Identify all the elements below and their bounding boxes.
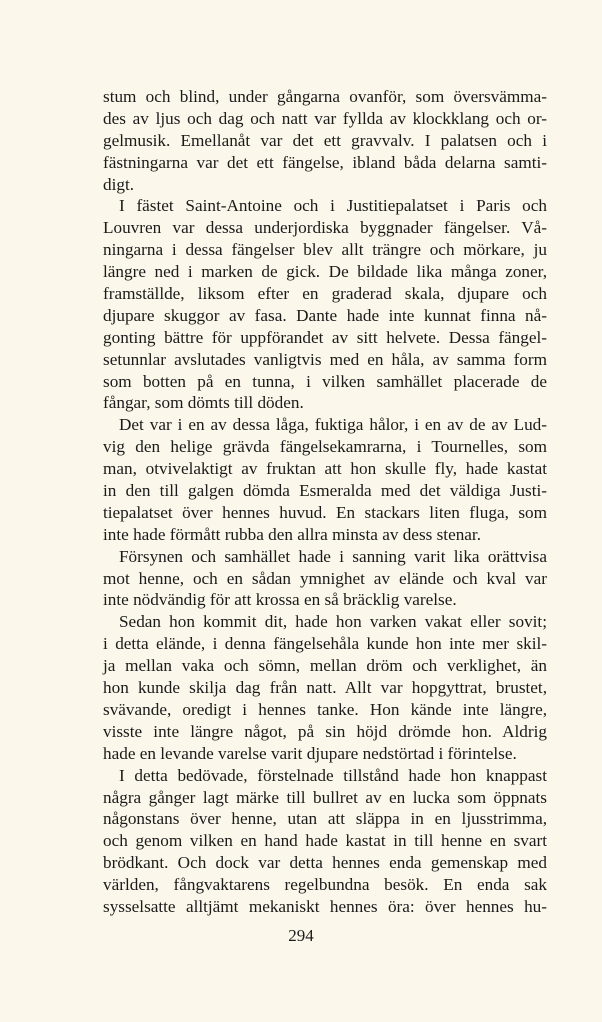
text-line: Sedan hon kommit dit, hade hon varken vakat eller sovit; [119,612,547,632]
text-line: Det var i en av dessa låga, fuktiga hålor, i en av de av Lud- [119,415,547,435]
text-line: brödkant. Och dock var detta hennes enda gemenskap med [103,853,547,873]
text-line: fästningarna var det ett fängelse, ibland båda delarna samti- [103,152,547,172]
text-line: djupare skuggor av fasa. Dante hade inte kunnat finna nå- [103,305,547,325]
page-number: 294 [288,926,314,945]
text-line: man, otvivelaktigt av fruktan att hon skulle fly, hade kastat [103,459,547,479]
text-line: hade en levande varelse varit djupare nedstörtad i förintelse. [103,743,517,763]
text-line: världen, fångvaktarens regelbundna besök. En enda sak [103,875,547,895]
text-line: in den till galgen dömda Esmeralda med det väldiga Justi- [103,481,547,501]
text-line: visste inte längre något, på sin höjd drömde hon. Aldrig [103,721,547,741]
text-line: ja mellan vaka och sömn, mellan dröm och verklighet, än [103,656,547,676]
text-line: setunnlar avslutades vanligtvis med en håla, av samma form [103,349,547,369]
text-line: i detta elände, i denna fängelsehåla kunde hon inte mer skil- [103,634,547,654]
text-line: längre ned i marken de gick. De bildade lika många zoner, [103,262,547,282]
text-line: stum och blind, under gångarna ovanför, som översvämma- [103,87,547,106]
text-line: I fästet Saint-Antoine och i Justitiepalatset i Paris och [119,196,547,216]
text-line: sysselsatte alltjämt mekaniskt hennes öra: över hennes hu- [103,896,547,916]
text-line: framställde, liksom efter en graderad skala, djupare och [103,284,547,304]
text-line: svävande, oredigt i hennes tanke. Hon kände inte längre, [103,699,547,719]
text-line: mot henne, och en sådan ymnighet av elände och kval var [103,568,547,588]
text-line: inte nödvändig för att krossa en så bräcklig varelse. [103,590,457,610]
text-line: några gånger lagt märke till bullret av en lucka som öppnats [103,787,547,807]
text-line: hon kunde skilja dag från natt. Allt var hopgyttrat, brustet, [103,678,547,698]
text-line: gelmusik. Emellanåt var det ett gravvalv. I palatsen och i [103,130,547,150]
text-line: Louvren var dessa underjordiska byggnader fängelser. Vå- [103,218,547,238]
text-line: Försynen och samhället hade i sanning varit lika orättvisa [119,546,547,566]
text-line: vig den helige grävda fängelsekamrarna, i Tournelles, som [103,437,547,457]
text-line: ningarna i dessa fängelser blev allt trängre och mörkare, ju [103,240,547,260]
text-line: digt. [103,174,135,194]
text-line: fångar, som dömts till döden. [103,393,304,413]
body-text [103,86,547,918]
text-line: I detta bedövade, förstelnade tillstånd hade hon knappast [119,765,547,785]
text-line: som botten på en tunna, i vilken samhället placerade de [103,371,547,391]
text-line: någonstans över henne, utan att släppa in en ljusstrimma, [103,809,547,829]
text-line: gonting bättre för uppförandet av sitt helvete. Dessa fängel- [103,327,547,347]
text-line: inte hade förmått rubba den allra minsta av dess stenar. [103,524,481,544]
text-line: tiepalatset över hennes huvud. En stackars liten fluga, som [103,502,547,522]
text-line: och genom vilken en hand hade kastat in till henne en svart [103,831,547,851]
text-line: des av ljus och dag och natt var fyllda av klockklang och or- [103,108,547,128]
